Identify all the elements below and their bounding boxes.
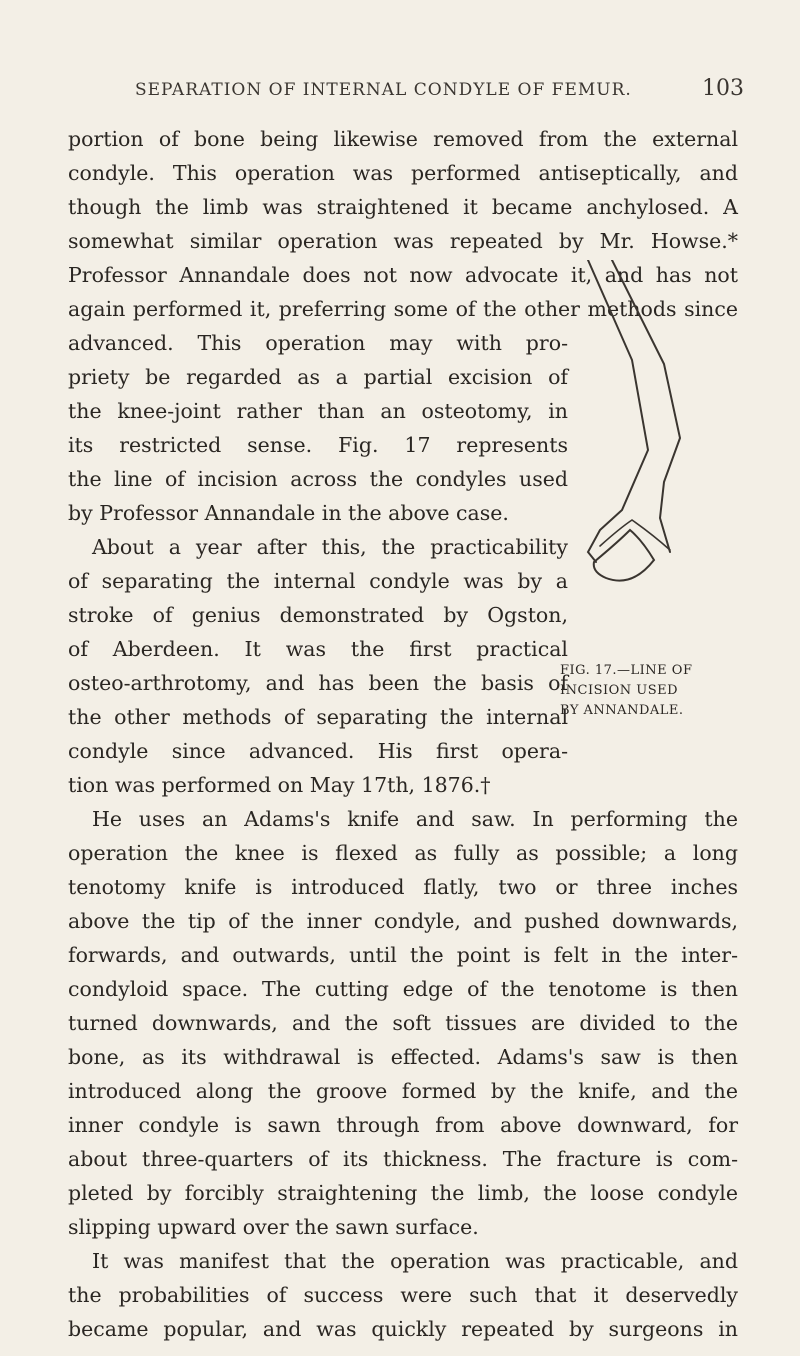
- body-line: the probabilities of success were such that it deservedly: [68, 1283, 738, 1307]
- body-line: stroke of genius demonstrated by Ogston,: [68, 603, 568, 627]
- body-line: tenotomy knife is introduced flatly, two or three inches: [68, 875, 738, 899]
- body-line: above the tip of the inner condyle, and pushed downwards,: [68, 909, 738, 933]
- figure-caption: INCISION USED: [560, 683, 679, 698]
- body-line: tion was performed on May 17th, 1876.†: [68, 773, 491, 797]
- body-line: somewhat similar operation was repeated by Mr. Howse.*: [68, 229, 738, 253]
- figure-caption: FIG. 17.—LINE OF: [560, 663, 693, 678]
- body-line: condyle. This operation was performed antiseptically, and: [68, 161, 738, 185]
- figure-caption: BY ANNANDALE.: [560, 703, 684, 718]
- body-line: pleted by forcibly straightening the limb, the loose condyle: [68, 1181, 738, 1205]
- body-line: It was manifest that the operation was practicable, and: [92, 1249, 738, 1273]
- body-line: about three-quarters of its thickness. The fracture is com-: [68, 1147, 738, 1171]
- femur-left-outline: [588, 260, 648, 562]
- body-line: by Professor Annandale in the above case.: [68, 501, 509, 525]
- body-line: operation the knee is flexed as fully as possible; a long: [68, 841, 738, 865]
- body-line: forwards, and outwards, until the point is felt in the inter-: [68, 943, 738, 967]
- body-line: though the limb was straightened it became anchylosed. A: [68, 195, 738, 219]
- body-line: of separating the internal condyle was by a: [68, 569, 568, 593]
- body-line: advanced. This operation may with pro-: [68, 331, 568, 355]
- body-line: again performed it, preferring some of the other methods since: [68, 297, 738, 321]
- body-line: bone, as its withdrawal is effected. Adams's saw is then: [68, 1045, 738, 1069]
- body-line: He uses an Adams's knife and saw. In performing the: [92, 807, 738, 831]
- condyle-outline: [594, 530, 654, 581]
- figure-17-drawing: [560, 260, 690, 600]
- body-line: slipping upward over the sawn surface.: [68, 1215, 479, 1239]
- body-line: About a year after this, the practicability: [92, 535, 568, 559]
- running-title: SEPARATION OF INTERNAL CONDYLE OF FEMUR.: [135, 80, 632, 100]
- body-line: of Aberdeen. It was the first practical: [68, 637, 568, 661]
- body-line: became popular, and was quickly repeated by surgeons in: [68, 1317, 738, 1341]
- body-line: condyle since advanced. His first opera-: [68, 739, 568, 763]
- body-line: inner condyle is sawn through from above downward, for: [68, 1113, 738, 1137]
- body-line: its restricted sense. Fig. 17 represents: [68, 433, 568, 457]
- body-line: the other methods of separating the internal: [68, 705, 568, 729]
- body-line: osteo-arthrotomy, and has been the basis of: [68, 671, 568, 695]
- body-line: the line of incision across the condyles used: [68, 467, 568, 491]
- body-line: condyloid space. The cutting edge of the tenotome is then: [68, 977, 738, 1001]
- body-line: Professor Annandale does not now advocate it, and has not: [68, 263, 738, 287]
- body-line: the knee-joint rather than an osteotomy, in: [68, 399, 568, 423]
- body-line: introduced along the groove formed by the knife, and the: [68, 1079, 738, 1103]
- body-line: priety be regarded as a partial excision of: [68, 365, 568, 389]
- page-number: 103: [702, 76, 744, 101]
- body-line: turned downwards, and the soft tissues are divided to the: [68, 1011, 738, 1035]
- body-line: portion of bone being likewise removed from the external: [68, 127, 738, 151]
